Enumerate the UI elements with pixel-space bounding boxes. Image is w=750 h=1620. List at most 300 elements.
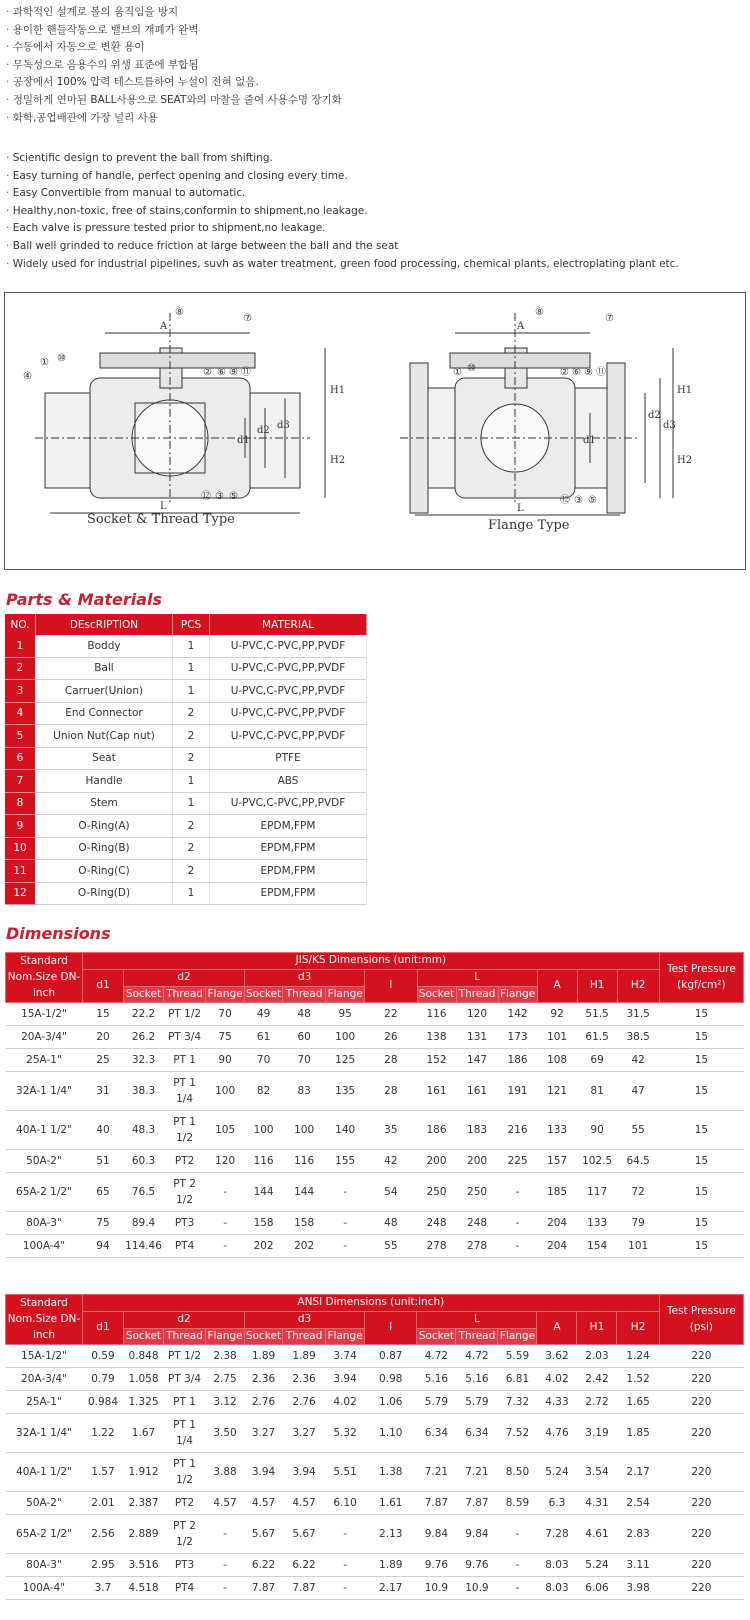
jis-value-cell: 114.46 xyxy=(124,1235,164,1258)
english-feature-item: · Easy Convertible from manual to automatic. xyxy=(6,185,679,203)
part-description: Stem xyxy=(36,792,173,815)
ansi-header-H1: H1 xyxy=(577,1311,617,1345)
jis-row xyxy=(6,1212,744,1235)
ansi-value-cell: 4.72 xyxy=(417,1345,456,1368)
jis-value-cell: 101 xyxy=(617,1235,659,1258)
ansi-row xyxy=(6,1554,744,1577)
part-description: O-Ring(D) xyxy=(36,882,173,905)
part-no: 9 xyxy=(5,815,36,838)
part-11-left: ⑪ xyxy=(241,367,251,378)
jis-value-cell: 204 xyxy=(537,1235,577,1258)
part-pcs: 2 xyxy=(173,725,210,748)
part-pcs: 1 xyxy=(173,792,210,815)
ansi-value-cell: 7.21 xyxy=(417,1453,456,1492)
ansi-value-cell: - xyxy=(498,1515,537,1554)
ansi-value-cell: 3.50 xyxy=(206,1414,245,1453)
ansi-size-cell: 50A-2" xyxy=(6,1492,83,1515)
jis-value-cell: 15 xyxy=(659,1235,743,1258)
jis-value-cell: 140 xyxy=(326,1111,365,1150)
part-3-right: ③ xyxy=(574,495,583,506)
part-5-right: ⑤ xyxy=(588,495,597,506)
ansi-header-d1: d1 xyxy=(82,1311,123,1345)
ansi-value-cell: PT 1 xyxy=(164,1391,206,1414)
jis-header-H1: H1 xyxy=(577,969,617,1003)
ansi-value-cell: 5.59 xyxy=(498,1345,537,1368)
ansi-value-cell: 3.54 xyxy=(577,1453,617,1492)
parts-row xyxy=(5,635,367,657)
dim-d3-right: d3 xyxy=(663,420,676,431)
ansi-value-cell: 3.27 xyxy=(245,1414,283,1453)
part-no: 3 xyxy=(5,680,36,703)
jis-value-cell: 54 xyxy=(365,1173,417,1212)
ansi-value-cell: 6.3 xyxy=(537,1492,577,1515)
korean-feature-item: · 정밀하게 연마된 BALL사용으로 SEAT와의 마찰을 줄여 사용수명 장기화 xyxy=(6,92,342,110)
part-material: EPDM,FPM xyxy=(210,860,367,883)
ansi-value-cell: - xyxy=(326,1577,365,1600)
dim-A-left: A xyxy=(160,321,168,332)
jis-value-cell: 61 xyxy=(245,1026,283,1049)
ansi-value-cell: 0.59 xyxy=(82,1345,123,1368)
jis-value-cell: 55 xyxy=(617,1111,659,1150)
part-material: EPDM,FPM xyxy=(210,882,367,905)
part-2-left: ② xyxy=(203,367,212,378)
jis-row xyxy=(6,1173,744,1212)
jis-subheader: Thread xyxy=(456,986,498,1003)
jis-row xyxy=(6,1150,744,1173)
part-1-left: ① xyxy=(40,357,49,368)
ansi-value-cell: 7.87 xyxy=(456,1492,498,1515)
jis-value-cell: 15 xyxy=(659,1072,743,1111)
ansi-value-cell: 9.76 xyxy=(456,1554,498,1577)
part-description: O-Ring(B) xyxy=(36,837,173,860)
ansi-value-cell: 2.76 xyxy=(283,1391,326,1414)
part-3-left: ③ xyxy=(215,491,224,502)
part-10-right: ⑩ xyxy=(467,363,476,374)
jis-size-cell: 65A-2 1/2" xyxy=(6,1173,83,1212)
jis-value-cell: 120 xyxy=(456,1003,498,1026)
socket-thread-drawing xyxy=(35,313,325,513)
jis-subheader: Thread xyxy=(283,986,326,1003)
jis-value-cell: 105 xyxy=(206,1111,245,1150)
ansi-value-cell: 1.85 xyxy=(617,1414,659,1453)
parts-row xyxy=(5,702,367,725)
korean-feature-item: · 용이한 핸들작동으로 밸브의 개폐가 완벽 xyxy=(6,22,342,40)
jis-value-cell: 100 xyxy=(326,1026,365,1049)
jis-value-cell: 133 xyxy=(577,1212,617,1235)
korean-feature-list xyxy=(6,4,342,127)
jis-value-cell: 48 xyxy=(283,1003,326,1026)
parts-header-pcs: PCS xyxy=(173,614,210,635)
jis-subheader: Flange xyxy=(326,986,365,1003)
ansi-row xyxy=(6,1345,744,1368)
ansi-value-cell: - xyxy=(206,1515,245,1554)
jis-value-cell: 200 xyxy=(417,1150,456,1173)
parts-title: Parts & Materials xyxy=(6,590,163,609)
parts-header-material: MATERIAL xyxy=(210,614,367,635)
jis-value-cell: 15 xyxy=(82,1003,123,1026)
ansi-value-cell: 1.61 xyxy=(365,1492,417,1515)
jis-row xyxy=(6,1003,744,1026)
ansi-value-cell: 9.76 xyxy=(417,1554,456,1577)
ansi-value-cell: 220 xyxy=(659,1345,743,1368)
ansi-value-cell: 5.67 xyxy=(283,1515,326,1554)
jis-value-cell: 216 xyxy=(498,1111,537,1150)
ansi-value-cell: 3.74 xyxy=(326,1345,365,1368)
ansi-value-cell: 2.36 xyxy=(283,1368,326,1391)
jis-subheader: Flange xyxy=(498,986,537,1003)
jis-value-cell: 158 xyxy=(245,1212,283,1235)
ansi-value-cell: 10.9 xyxy=(417,1577,456,1600)
jis-value-cell: 173 xyxy=(498,1026,537,1049)
part-material: EPDM,FPM xyxy=(210,837,367,860)
ansi-value-cell: 4.31 xyxy=(577,1492,617,1515)
part-no: 4 xyxy=(5,702,36,725)
dim-d1-left: d1 xyxy=(237,435,250,446)
jis-value-cell: 248 xyxy=(456,1212,498,1235)
jis-subheader: Flange xyxy=(206,986,245,1003)
part-no: 8 xyxy=(5,792,36,815)
part-material: U-PVC,C-PVC,PP,PVDF xyxy=(210,635,367,657)
ansi-value-cell: 4.02 xyxy=(537,1368,577,1391)
ansi-value-cell: 5.24 xyxy=(537,1453,577,1492)
jis-value-cell: 202 xyxy=(283,1235,326,1258)
part-6-left: ⑥ xyxy=(217,367,226,378)
part-no: 2 xyxy=(5,657,36,680)
dimensions-title: Dimensions xyxy=(6,924,111,943)
ansi-value-cell: 3.98 xyxy=(617,1577,659,1600)
jis-value-cell: 161 xyxy=(456,1072,498,1111)
jis-value-cell: PT 1 1/2 xyxy=(164,1111,206,1150)
ansi-value-cell: 1.24 xyxy=(617,1345,659,1368)
jis-size-cell: 50A-2" xyxy=(6,1150,83,1173)
ansi-value-cell: PT 3/4 xyxy=(164,1368,206,1391)
jis-value-cell: 90 xyxy=(206,1049,245,1072)
ansi-value-cell: - xyxy=(498,1554,537,1577)
english-feature-item: · Healthy,non-toxic, free of stains,conformin to shipment,no leakage. xyxy=(6,203,679,221)
jis-value-cell: 131 xyxy=(456,1026,498,1049)
caption-flange: Flange Type xyxy=(488,518,570,533)
jis-value-cell: 161 xyxy=(417,1072,456,1111)
jis-value-cell: - xyxy=(206,1212,245,1235)
part-5-left: ⑤ xyxy=(229,491,238,502)
part-pcs: 1 xyxy=(173,657,210,680)
jis-value-cell: 60.3 xyxy=(124,1150,164,1173)
parts-row xyxy=(5,770,367,793)
ansi-value-cell: 5.16 xyxy=(417,1368,456,1391)
jis-value-cell: 26 xyxy=(365,1026,417,1049)
ansi-value-cell: 220 xyxy=(659,1515,743,1554)
ansi-size-cell: 65A-2 1/2" xyxy=(6,1515,83,1554)
ansi-row xyxy=(6,1368,744,1391)
jis-value-cell: 183 xyxy=(456,1111,498,1150)
jis-size-cell: 15A-1/2" xyxy=(6,1003,83,1026)
jis-header-test: Test Pressure (kgf/cm²) xyxy=(659,953,743,1003)
ansi-size-cell: 80A-3" xyxy=(6,1554,83,1577)
part-pcs: 2 xyxy=(173,837,210,860)
ansi-header-A: A xyxy=(537,1311,577,1345)
ansi-size-cell: 100A-4" xyxy=(6,1577,83,1600)
jis-value-cell: 15 xyxy=(659,1049,743,1072)
jis-value-cell: 102.5 xyxy=(577,1150,617,1173)
ansi-header-group: ANSI Dimensions (unit:inch) xyxy=(82,1295,659,1312)
ansi-value-cell: 0.79 xyxy=(82,1368,123,1391)
jis-row xyxy=(6,1235,744,1258)
english-feature-item: · Scientific design to prevent the ball from shifting. xyxy=(6,150,679,168)
ansi-value-cell: 4.518 xyxy=(123,1577,163,1600)
ansi-value-cell: 220 xyxy=(659,1453,743,1492)
jis-size-cell: 80A-3" xyxy=(6,1212,83,1235)
ansi-subheader: Socket xyxy=(417,1328,456,1345)
ansi-value-cell: 0.87 xyxy=(365,1345,417,1368)
jis-value-cell: 154 xyxy=(577,1235,617,1258)
jis-value-cell: 55 xyxy=(365,1235,417,1258)
ansi-size-cell: 20A-3/4" xyxy=(6,1368,83,1391)
part-pcs: 1 xyxy=(173,770,210,793)
jis-value-cell: - xyxy=(326,1212,365,1235)
part-pcs: 2 xyxy=(173,860,210,883)
ansi-value-cell: 3.7 xyxy=(82,1577,123,1600)
dim-H2-right: H2 xyxy=(677,455,693,466)
jis-value-cell: 200 xyxy=(456,1150,498,1173)
korean-feature-item: · 무독성으로 음용수의 위생 표준에 부합됨 xyxy=(6,57,342,75)
ansi-value-cell: 2.54 xyxy=(617,1492,659,1515)
jis-value-cell: 65 xyxy=(82,1173,123,1212)
jis-value-cell: PT 1 1/4 xyxy=(164,1072,206,1111)
ansi-value-cell: 5.67 xyxy=(245,1515,283,1554)
ansi-value-cell: 220 xyxy=(659,1492,743,1515)
ansi-size-cell: 15A-1/2" xyxy=(6,1345,83,1368)
jis-value-cell: 38.3 xyxy=(124,1072,164,1111)
ansi-value-cell: PT3 xyxy=(164,1554,206,1577)
ansi-value-cell: 7.32 xyxy=(498,1391,537,1414)
jis-value-cell: 142 xyxy=(498,1003,537,1026)
jis-value-cell: 157 xyxy=(537,1150,577,1173)
jis-value-cell: 51.5 xyxy=(577,1003,617,1026)
ansi-value-cell: 1.325 xyxy=(123,1391,163,1414)
ansi-subheader: Flange xyxy=(498,1328,537,1345)
jis-value-cell: 186 xyxy=(498,1049,537,1072)
korean-feature-item: · 공장에서 100% 압력 테스트를하여 누설이 전혀 없음. xyxy=(6,74,342,92)
ansi-value-cell: 1.52 xyxy=(617,1368,659,1391)
jis-value-cell: 101 xyxy=(537,1026,577,1049)
ansi-value-cell: 220 xyxy=(659,1414,743,1453)
ansi-value-cell: 4.76 xyxy=(537,1414,577,1453)
ansi-value-cell: 2.42 xyxy=(577,1368,617,1391)
jis-row xyxy=(6,1111,744,1150)
parts-row xyxy=(5,792,367,815)
english-feature-item: · Easy turning of handle, perfect opening and closing every time. xyxy=(6,168,679,186)
part-no: 10 xyxy=(5,837,36,860)
jis-value-cell: 72 xyxy=(617,1173,659,1212)
english-feature-list xyxy=(6,150,679,273)
jis-dimensions-table xyxy=(5,952,744,1258)
ansi-value-cell: 2.17 xyxy=(365,1577,417,1600)
ansi-value-cell: 2.38 xyxy=(206,1345,245,1368)
jis-value-cell: 70 xyxy=(245,1049,283,1072)
part-10-left: ⑩ xyxy=(57,353,66,364)
jis-value-cell: 108 xyxy=(537,1049,577,1072)
jis-value-cell: 42 xyxy=(617,1049,659,1072)
part-description: Union Nut(Cap nut) xyxy=(36,725,173,748)
jis-value-cell: 95 xyxy=(326,1003,365,1026)
jis-value-cell: PT 3/4 xyxy=(164,1026,206,1049)
jis-value-cell: 158 xyxy=(283,1212,326,1235)
ansi-header-test: Test Pressure (psi) xyxy=(659,1295,743,1345)
jis-header-l: l xyxy=(365,969,417,1003)
part-material: U-PVC,C-PVC,PP,PVDF xyxy=(210,725,367,748)
part-4-left: ④ xyxy=(23,371,32,382)
part-description: Handle xyxy=(36,770,173,793)
ansi-value-cell: 5.79 xyxy=(417,1391,456,1414)
ansi-subheader: Thread xyxy=(164,1328,206,1345)
ansi-value-cell: 1.57 xyxy=(82,1453,123,1492)
part-description: Seat xyxy=(36,747,173,770)
ansi-value-cell: 4.33 xyxy=(537,1391,577,1414)
jis-size-cell: 32A-1 1/4" xyxy=(6,1072,83,1111)
ansi-row xyxy=(6,1414,744,1453)
jis-value-cell: 32.3 xyxy=(124,1049,164,1072)
ansi-value-cell: - xyxy=(326,1515,365,1554)
ansi-value-cell: 2.83 xyxy=(617,1515,659,1554)
ansi-value-cell: 3.94 xyxy=(326,1368,365,1391)
jis-value-cell: 15 xyxy=(659,1026,743,1049)
ansi-value-cell: 1.89 xyxy=(365,1554,417,1577)
part-6-right: ⑥ xyxy=(572,367,581,378)
ansi-header-L: L xyxy=(417,1311,537,1328)
jis-value-cell: 48.3 xyxy=(124,1111,164,1150)
part-no: 5 xyxy=(5,725,36,748)
jis-value-cell: 138 xyxy=(417,1026,456,1049)
ansi-value-cell: 3.88 xyxy=(206,1453,245,1492)
jis-value-cell: 75 xyxy=(206,1026,245,1049)
korean-feature-item: · 화학,공업배관에 가장 널리 사용 xyxy=(6,110,342,128)
ansi-value-cell: 6.34 xyxy=(417,1414,456,1453)
jis-subheader: Socket xyxy=(124,986,164,1003)
jis-header-d3: d3 xyxy=(245,969,365,986)
parts-header-no: NO. xyxy=(5,614,36,635)
ansi-value-cell: 7.28 xyxy=(537,1515,577,1554)
part-pcs: 1 xyxy=(173,635,210,657)
jis-value-cell: 28 xyxy=(365,1049,417,1072)
jis-value-cell: 248 xyxy=(417,1212,456,1235)
ansi-value-cell: 7.52 xyxy=(498,1414,537,1453)
ansi-value-cell: 6.34 xyxy=(456,1414,498,1453)
ansi-value-cell: 4.72 xyxy=(456,1345,498,1368)
ansi-value-cell: 1.38 xyxy=(365,1453,417,1492)
part-description: O-Ring(A) xyxy=(36,815,173,838)
ansi-value-cell: 0.848 xyxy=(123,1345,163,1368)
ansi-value-cell: 2.889 xyxy=(123,1515,163,1554)
part-no: 6 xyxy=(5,747,36,770)
ansi-size-cell: 40A-1 1/2" xyxy=(6,1453,83,1492)
ansi-value-cell: 5.24 xyxy=(577,1554,617,1577)
parts-row xyxy=(5,657,367,680)
jis-value-cell: 26.2 xyxy=(124,1026,164,1049)
ansi-header-l: l xyxy=(365,1311,417,1345)
part-material: EPDM,FPM xyxy=(210,815,367,838)
ansi-value-cell: 3.62 xyxy=(537,1345,577,1368)
ansi-value-cell: - xyxy=(206,1577,245,1600)
jis-value-cell: 15 xyxy=(659,1003,743,1026)
part-pcs: 2 xyxy=(173,702,210,725)
jis-value-cell: - xyxy=(206,1235,245,1258)
ansi-value-cell: 6.10 xyxy=(326,1492,365,1515)
part-pcs: 2 xyxy=(173,815,210,838)
ansi-header-d2: d2 xyxy=(123,1311,244,1328)
ansi-header-d3: d3 xyxy=(245,1311,365,1328)
jis-value-cell: 82 xyxy=(245,1072,283,1111)
jis-value-cell: 38.5 xyxy=(617,1026,659,1049)
dim-H2-left: H2 xyxy=(330,455,346,466)
ansi-value-cell: 1.65 xyxy=(617,1391,659,1414)
dim-d1-right: d1 xyxy=(583,435,596,446)
part-material: U-PVC,C-PVC,PP,PVDF xyxy=(210,657,367,680)
ansi-value-cell: 8.03 xyxy=(537,1577,577,1600)
jis-value-cell: 79 xyxy=(617,1212,659,1235)
flange-drawing xyxy=(400,313,673,515)
dim-H1-left: H1 xyxy=(330,385,346,396)
jis-row xyxy=(6,1026,744,1049)
dim-d2-left: d2 xyxy=(257,425,270,436)
ansi-value-cell: 10.9 xyxy=(456,1577,498,1600)
dim-L-right: L xyxy=(517,503,524,514)
ansi-value-cell: 3.11 xyxy=(617,1554,659,1577)
ansi-value-cell: 4.57 xyxy=(245,1492,283,1515)
korean-feature-item: · 수동에서 자동으로 변환 용이 xyxy=(6,39,342,57)
ansi-value-cell: 3.516 xyxy=(123,1554,163,1577)
jis-value-cell: - xyxy=(206,1173,245,1212)
jis-value-cell: 117 xyxy=(577,1173,617,1212)
jis-value-cell: 133 xyxy=(537,1111,577,1150)
jis-value-cell: 185 xyxy=(537,1173,577,1212)
ansi-value-cell: PT 1 1/4 xyxy=(164,1414,206,1453)
jis-value-cell: PT4 xyxy=(164,1235,206,1258)
ansi-value-cell: 6.81 xyxy=(498,1368,537,1391)
ansi-row xyxy=(6,1492,744,1515)
ansi-value-cell: PT2 xyxy=(164,1492,206,1515)
ansi-value-cell: 5.51 xyxy=(326,1453,365,1492)
jis-value-cell: 15 xyxy=(659,1212,743,1235)
jis-value-cell: - xyxy=(326,1235,365,1258)
ansi-value-cell: - xyxy=(206,1554,245,1577)
jis-size-cell: 25A-1" xyxy=(6,1049,83,1072)
dim-d2-right: d2 xyxy=(648,410,661,421)
jis-subheader: Socket xyxy=(417,986,456,1003)
jis-value-cell: 83 xyxy=(283,1072,326,1111)
part-no: 12 xyxy=(5,882,36,905)
ansi-value-cell: 8.59 xyxy=(498,1492,537,1515)
ansi-value-cell: 1.912 xyxy=(123,1453,163,1492)
part-1-right: ① xyxy=(453,367,462,378)
ansi-value-cell: 6.22 xyxy=(283,1554,326,1577)
ansi-header-H2: H2 xyxy=(617,1311,659,1345)
ansi-value-cell: 0.984 xyxy=(82,1391,123,1414)
ansi-value-cell: 2.56 xyxy=(82,1515,123,1554)
part-description: End Connector xyxy=(36,702,173,725)
jis-value-cell: 25 xyxy=(82,1049,123,1072)
ansi-value-cell: 2.13 xyxy=(365,1515,417,1554)
jis-value-cell: 51 xyxy=(82,1150,123,1173)
ansi-value-cell: 5.79 xyxy=(456,1391,498,1414)
part-description: Boddy xyxy=(36,635,173,657)
ansi-value-cell: 8.03 xyxy=(537,1554,577,1577)
parts-row xyxy=(5,815,367,838)
part-material: U-PVC,C-PVC,PP,PVDF xyxy=(210,792,367,815)
jis-value-cell: 155 xyxy=(326,1150,365,1173)
parts-row xyxy=(5,725,367,748)
jis-value-cell: 94 xyxy=(82,1235,123,1258)
ansi-subheader: Thread xyxy=(283,1328,326,1345)
